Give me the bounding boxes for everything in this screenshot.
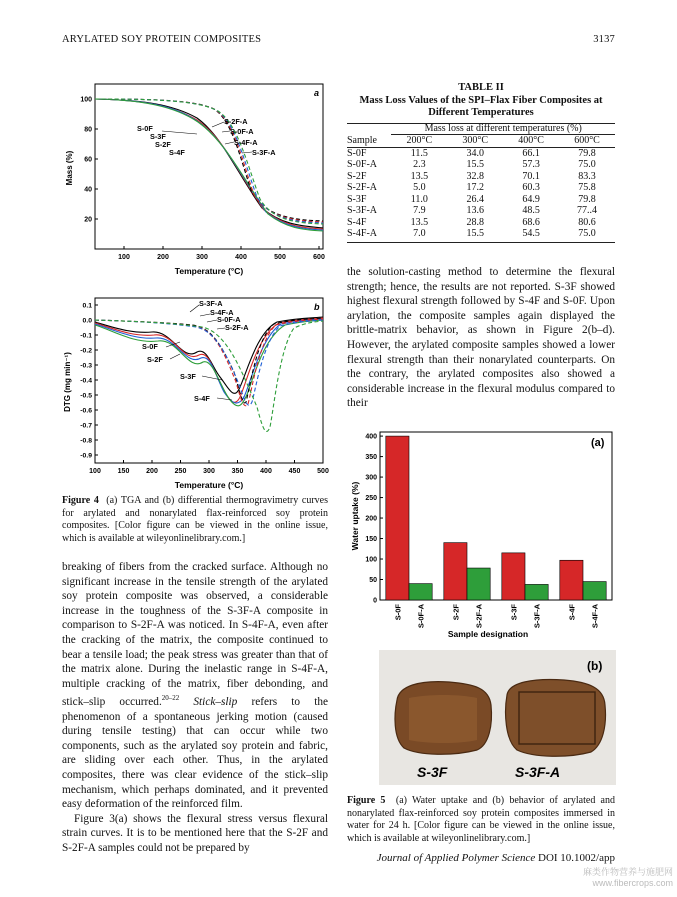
figure-5-caption	[347, 795, 615, 845]
tga-label-s4f: S-4F	[169, 148, 185, 157]
table-cell-value: 5.0	[413, 182, 426, 194]
figure-4a-tga-plot	[62, 78, 330, 278]
table-row	[347, 147, 615, 159]
table-col-300: 300°C	[462, 135, 489, 147]
y-tick-label: 100	[80, 96, 92, 104]
y-tick-label: -0.8	[80, 437, 92, 445]
bar-y-tick-label: 200	[365, 515, 377, 523]
watermark-line-2: www.fibercrops.com	[592, 878, 673, 888]
left-p1-em: Stick–slip	[193, 696, 238, 709]
tga-ylabel: Mass (%)	[65, 150, 74, 186]
bar-y-tick-label: 400	[365, 433, 377, 441]
table-cell-sample: S-2F	[347, 170, 367, 182]
bar-s-2f	[444, 543, 467, 600]
dtg-label-s4f: S-4F	[194, 394, 210, 403]
y-tick-label: -0.5	[80, 392, 92, 400]
bar-s-0f	[386, 436, 409, 600]
table-cell-value: 79.8	[578, 193, 596, 205]
table-cell-value: 75.8	[578, 182, 596, 194]
table-cell-value: 75.0	[578, 228, 596, 240]
dtg-label-s0f: S-0F	[142, 342, 158, 351]
panel-a-tag: a	[314, 88, 320, 98]
table-cell-sample: S-2F-A	[347, 182, 378, 194]
panel-5a-tag: (a)	[591, 437, 605, 449]
page-number: 3137	[593, 34, 615, 45]
dtg-ylabel: DTG (mg min⁻¹)	[63, 352, 72, 412]
y-tick-label: 80	[84, 126, 92, 134]
dtg-label-s3f: S-3F	[180, 372, 196, 381]
bar-s-4f	[560, 560, 583, 600]
bar-s-2f-a	[467, 568, 490, 600]
left-p1-tail: refers to the phenomenon of a spontaneous jerking motion (caused during tensile testing) that can occur while two components, such as the arylated soy protein and fabric, are sliding over each other. Thus, in the arylated composites, there was clear evidence of the stick–slip mechanism, which perhaps dominated, and it prevented easy deformation of the reinforced film.	[62, 696, 328, 811]
panel-5b-tag: (b)	[587, 659, 603, 673]
table-cell-value: 13.5	[410, 216, 429, 228]
bar-x-tick-label: S-0F	[393, 604, 403, 621]
table-cell-value: 7.9	[413, 205, 426, 217]
y-tick-label: -0.7	[80, 422, 92, 430]
table-cell-value: 77..4	[577, 205, 598, 217]
table-cell-value: 32.8	[466, 170, 484, 182]
table-cell-value: 54.5	[522, 228, 540, 240]
watermark	[583, 867, 673, 889]
tga-label-s3fa: S-3F-A	[252, 148, 276, 157]
figure-5a-water-uptake-chart	[348, 428, 616, 640]
bar-y-tick-label: 50	[369, 577, 377, 585]
table-cell-value: 13.5	[410, 170, 429, 182]
bar-y-tick-label: 100	[365, 556, 377, 564]
bar-x-tick-label: S-2F-A	[474, 604, 484, 629]
y-tick-label: -0.2	[80, 347, 92, 355]
table-cell-value: 2.3	[413, 159, 426, 171]
bar-s-0f-a	[409, 584, 432, 600]
bar-x-tick-label: S-4F-A	[590, 604, 600, 629]
y-tick-label: -0.3	[80, 362, 92, 370]
x-tick-label: 250	[174, 468, 187, 475]
y-tick-label: 20	[84, 216, 92, 224]
table-cell-sample: S-0F	[347, 147, 367, 159]
table-ii	[347, 82, 615, 243]
x-tick-label: 300	[196, 254, 208, 261]
table-col-sample: Sample	[347, 135, 377, 146]
table-row	[347, 217, 615, 229]
x-tick-label: 450	[288, 468, 301, 475]
table-cell-value: 28.8	[466, 216, 484, 228]
bar-y-tick-label: 250	[365, 495, 377, 503]
y-tick-label: 40	[84, 186, 92, 194]
table-cell-value: 15.5	[466, 159, 484, 171]
table-cell-sample: S-3F-A	[347, 205, 378, 217]
table-title: Mass Loss Values of the SPI–Flax Fiber Composites at Different Temperatures	[359, 94, 603, 118]
bar-y-tick-label: 150	[365, 536, 377, 544]
tga-label-s2f: S-2F	[155, 140, 171, 149]
sample-s3fa-image	[506, 680, 606, 757]
table-cell-value: 11.5	[410, 147, 428, 159]
table-cell-value: 57.3	[522, 159, 540, 171]
table-row	[347, 171, 615, 183]
right-column-text: the solution-casting method to determine the flexural strength; hence, the results are not reported. S-3F showed highest flexural strength followed by S-4F and S-0F. Upon arylation, the composite samples again displayed the brittle-matrix behavior, as shown in Figure 2(b–d). However, the arylated composite samples showed a lower flexural strength than their nonarylated counterparts. On the contrary, the arylated composites also showed a considerable increase in the flexural modulus compared to their	[347, 266, 615, 410]
table-cell-sample: S-4F-A	[347, 228, 378, 240]
tga-label-s3f: S-3F	[150, 132, 166, 141]
table-row	[347, 159, 615, 171]
table-col-600: 600°C	[574, 135, 600, 147]
bar-y-tick-label: 300	[365, 474, 377, 482]
left-p1-main: breaking of fibers from the cracked surface. Although no significant increase in the tensile strength of the arylated soy protein composite was observed, a considerable increase in the toughness of the S-3F-A composite in comparison to S-2F-A was noticed. In S-4F-A, even after the cracking of the matrix, the composite continued to bear a tensile load; the peak stress was greater than that of the matrix alone. During the inelastic range in S-4F-A, multiple cracking of the matrix, fiber debonding, and stick–slip occurred.	[62, 561, 328, 709]
table-row	[347, 194, 615, 206]
mass-loss-table	[347, 123, 615, 240]
table-cell-value: 15.5	[466, 228, 484, 240]
sample-photo-illustration	[379, 650, 616, 785]
bar-x-tick-label: S-3F-A	[532, 604, 542, 629]
table-label: TABLE II	[458, 82, 504, 93]
figure-4b-dtg-plot	[62, 292, 330, 492]
journal-footer	[377, 852, 615, 864]
tga-label-s0fa: S-0F-A	[230, 127, 254, 136]
table-cell-value: 80.6	[578, 216, 596, 228]
y-tick-label: -0.9	[80, 452, 92, 460]
tga-xlabel: Temperature (°C)	[174, 266, 244, 276]
y-tick-label: -0.1	[80, 332, 92, 340]
bar-x-tick-label: S-4F	[567, 604, 577, 621]
dtg-label-s3fa: S-3F-A	[199, 299, 223, 308]
x-tick-label: 300	[203, 468, 215, 475]
table-cell-value: 66.1	[522, 147, 540, 159]
table-cell-value: 26.4	[466, 193, 484, 205]
left-paragraph-2: Figure 3(a) shows the flexural stress versus flexural strain curves. It is to be mentioned here that the S-2F and S-2F-A samples could not be prepared by	[62, 812, 328, 855]
y-tick-label: 60	[84, 156, 92, 164]
running-head: ARYLATED SOY PROTEIN COMPOSITES	[62, 34, 262, 45]
dtg-label-s0fa: S-0F-A	[217, 315, 241, 324]
table-row	[347, 205, 615, 217]
figure-5-caption-text: (a) Water uptake and (b) behavior of arylated and nonarylated flax-reinforced soy protein composites immersed in water for 24 h. [Color figure can be viewed in the online issue, which is available at wileyonlinelibrary.com.]	[347, 795, 615, 844]
table-cell-value: 60.3	[522, 182, 540, 194]
bar-ylabel: Water uptake (%)	[350, 481, 360, 551]
y-tick-label: -0.6	[80, 407, 92, 415]
bar-y-tick-label: 350	[365, 454, 377, 462]
y-tick-label: 0.1	[82, 302, 92, 310]
table-cell-sample: S-4F	[347, 216, 367, 228]
left-p1-ref: 20–22	[161, 694, 180, 703]
tga-label-s2fa: S-2F-A	[224, 117, 248, 126]
figure-5b-photo	[379, 650, 616, 785]
bar-x-tick-label: S-3F	[509, 604, 519, 621]
bar-x-tick-label: S-2F	[451, 604, 461, 621]
table-row	[347, 182, 615, 194]
dtg-label-s2f: S-2F	[147, 355, 163, 364]
table-col-400: 400°C	[518, 135, 544, 147]
table-cell-value: 75.0	[578, 159, 596, 171]
x-tick-label: 400	[235, 254, 247, 261]
watermark-line-1: 麻类作物营养与施肥网	[582, 867, 673, 877]
table-cell-value: 64.9	[522, 193, 540, 205]
table-cell-value: 34.0	[466, 147, 484, 159]
bar-x-tick-label: S-0F-A	[416, 604, 426, 629]
bar-s-4f-a	[583, 582, 606, 600]
left-paragraph-1	[62, 560, 328, 812]
journal-doi: DOI 10.1002/app	[538, 852, 615, 864]
table-row	[347, 228, 615, 240]
y-tick-label: -0.4	[80, 377, 92, 385]
figure-4-caption	[62, 495, 328, 545]
table-cell-value: 11.0	[410, 193, 428, 205]
photo-label-s3fa: S-3F-A	[515, 764, 561, 780]
bar-s-3f-a	[525, 584, 548, 600]
table-cell-value: 48.5	[522, 205, 540, 217]
x-tick-label: 500	[274, 254, 286, 261]
panel-b-tag: b	[314, 302, 320, 312]
table-cell-value: 70.1	[522, 170, 540, 182]
tga-label-s0f: S-0F	[137, 124, 153, 133]
table-cell-value: 83.3	[578, 170, 596, 182]
x-tick-label: 100	[89, 468, 101, 475]
x-tick-label: 350	[231, 468, 244, 475]
x-tick-label: 400	[260, 468, 272, 475]
x-tick-label: 100	[118, 254, 130, 261]
x-tick-label: 600	[313, 254, 325, 261]
table-group-header: Mass loss at different temperatures (%)	[391, 123, 615, 135]
dtg-label-s2fa: S-2F-A	[225, 323, 249, 332]
bar-xlabel: Sample designation	[447, 629, 529, 639]
table-cell-value: 7.0	[413, 228, 426, 240]
table-cell-value: 79.8	[578, 147, 596, 159]
x-tick-label: 150	[117, 468, 130, 475]
table-col-200: 200°C	[406, 135, 433, 147]
y-tick-label: 0.0	[82, 317, 92, 325]
photo-label-s3f: S-3F	[417, 764, 448, 780]
left-column-text	[62, 560, 328, 856]
table-cell-sample: S-3F	[347, 193, 367, 205]
figure-5-caption-label: Figure 5	[347, 795, 386, 806]
figure-4-caption-label: Figure 4	[62, 495, 99, 506]
x-tick-label: 200	[157, 254, 169, 261]
bar-s-3f	[502, 553, 525, 600]
table-cell-value: 13.6	[466, 205, 484, 217]
table-cell-value: 17.2	[466, 182, 484, 194]
x-tick-label: 200	[146, 468, 158, 475]
x-tick-label: 500	[317, 468, 329, 475]
table-cell-value: 68.6	[522, 216, 540, 228]
journal-name: Journal of Applied Polymer Science	[376, 852, 536, 864]
table-cell-sample: S-0F-A	[347, 159, 378, 171]
bar-y-tick-label: 0	[373, 597, 377, 605]
tga-label-s4fa: S-4F-A	[234, 138, 258, 147]
dtg-label-s4fa: S-4F-A	[210, 308, 234, 317]
dtg-xlabel: Temperature (°C)	[174, 480, 244, 490]
figure-4-caption-text: (a) TGA and (b) differential thermogravimetry curves for arylated and nonarylated flax-reinforced soy protein composites. [Color figure can be viewed in the online issue, which is available at wileyonlinelibrary.com.]	[62, 495, 328, 544]
